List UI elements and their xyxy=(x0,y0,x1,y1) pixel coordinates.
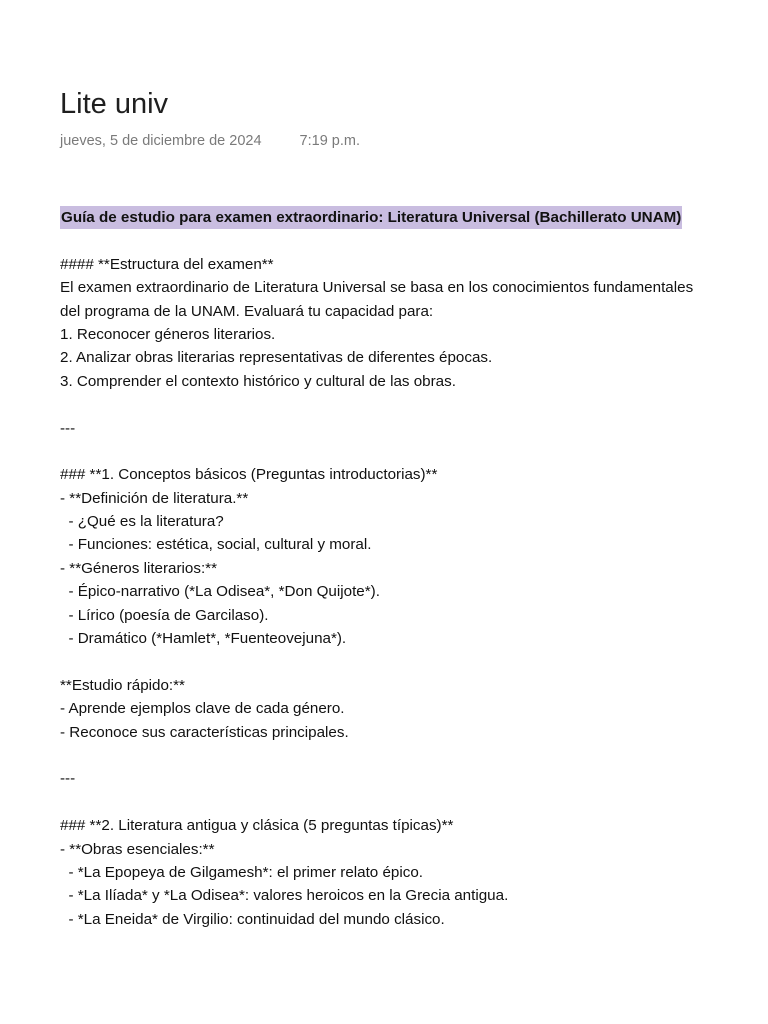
text-line: **Estudio rápido:** xyxy=(60,676,185,694)
list-item: - *La Epopeya de Gilgamesh*: el primer relato épico. xyxy=(60,863,424,881)
list-item: - Dramático (*Hamlet*, *Fuenteovejuna*). xyxy=(60,630,347,648)
list-item: - ¿Qué es la literatura? xyxy=(60,513,224,531)
list-item: 2. Analizar obras literarias representativas de diferentes épocas. xyxy=(60,349,493,367)
list-item: - Épico-narrativo (*La Odisea*, *Don Quijote*). xyxy=(60,583,380,601)
text-line: del programa de la UNAM. Evaluará tu capacidad para: xyxy=(60,302,434,320)
separator-line: --- xyxy=(60,770,76,788)
heading-line xyxy=(60,206,766,229)
list-item: - Reconoce sus características principales. xyxy=(60,723,349,741)
section-heading: #### **Estructura del examen** xyxy=(60,255,274,273)
text-line xyxy=(60,650,766,673)
separator-line: --- xyxy=(60,419,76,437)
page-title[interactable]: Lite univ xyxy=(60,88,169,120)
list-item: - **Obras esenciales:** xyxy=(60,840,215,858)
text-line xyxy=(60,440,766,463)
note-body[interactable] xyxy=(60,206,766,931)
text-line xyxy=(60,229,766,252)
text-line xyxy=(60,744,766,767)
list-item: 1. Reconocer géneros literarios. xyxy=(60,325,276,343)
note-timestamp xyxy=(60,131,360,151)
note-time: 7:19 p.m. xyxy=(299,133,360,149)
list-item: - Aprende ejemplos clave de cada género. xyxy=(60,700,345,718)
list-item: 3. Comprender el contexto histórico y cultural de las obras. xyxy=(60,372,456,390)
list-item: - Funciones: estética, social, cultural y moral. xyxy=(60,536,372,554)
text-line xyxy=(60,393,766,416)
highlighted-heading: Guía de estudio para examen extraordinario: Literatura Universal (Bachillerato UNAM) xyxy=(60,206,682,229)
note-date: jueves, 5 de diciembre de 2024 xyxy=(60,133,262,149)
list-item: - *La Ilíada* y *La Odisea*: valores heroicos en la Grecia antigua. xyxy=(60,887,509,905)
list-item: - **Definición de literatura.** xyxy=(60,489,249,507)
section-heading: ### **2. Literatura antigua y clásica (5 preguntas típicas)** xyxy=(60,817,454,835)
list-item: - Lírico (poesía de Garcilaso). xyxy=(60,606,269,624)
list-item: - **Géneros literarios:** xyxy=(60,559,217,577)
text-line xyxy=(60,791,766,814)
text-line: El examen extraordinario de Literatura Universal se basa en los conocimientos fundamentales xyxy=(60,279,694,297)
list-item: - *La Eneida* de Virgilio: continuidad del mundo clásico. xyxy=(60,910,445,928)
section-heading: ### **1. Conceptos básicos (Preguntas introductorias)** xyxy=(60,466,438,484)
